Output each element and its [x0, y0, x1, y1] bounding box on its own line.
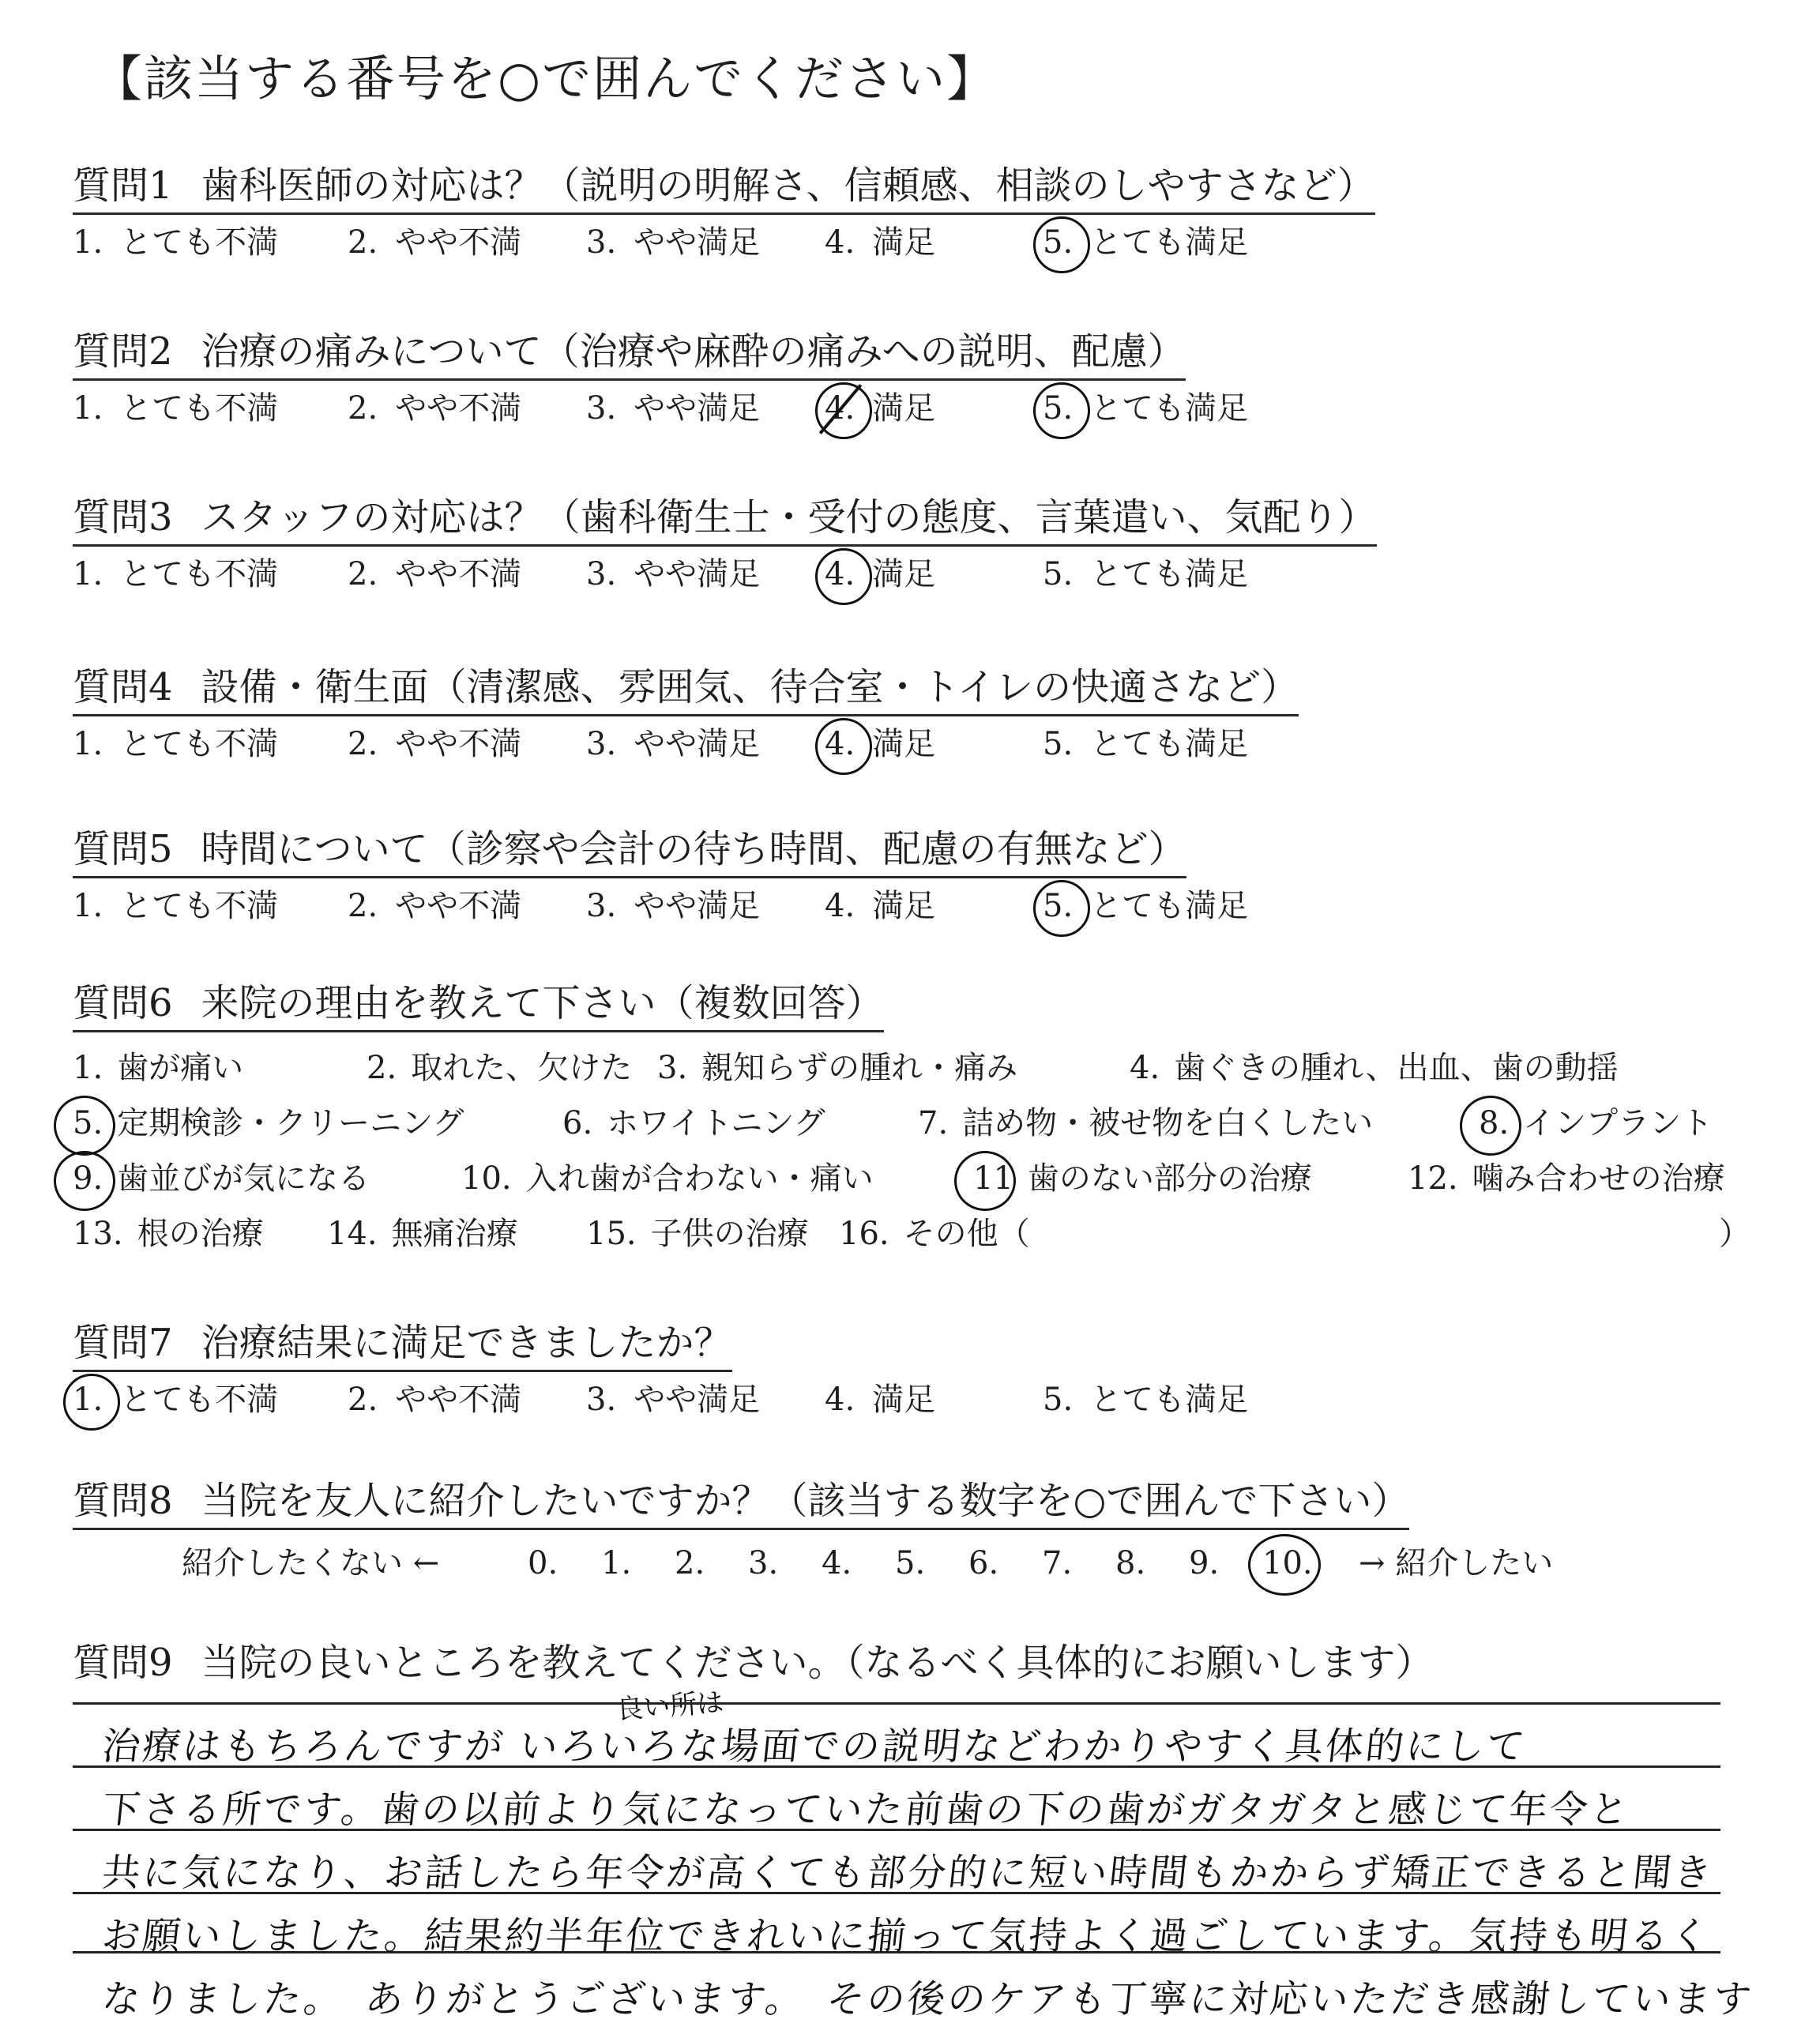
option-label: 歯が痛い [117, 1050, 244, 1086]
option-number: 3. [586, 888, 617, 924]
option-number: 2. [348, 556, 378, 592]
q6-title [73, 980, 884, 1032]
option-label: 詰め物・被せ物を白くしたい [962, 1105, 1374, 1141]
q9-text: 当院の良いところを教えてください。（なるべく具体的にお願いします） [201, 1641, 1434, 1685]
q9-ruled-line [73, 1702, 1720, 1705]
option-number: 3. [586, 390, 617, 427]
option-number: 5. [73, 1105, 103, 1141]
q6-text: 来院の理由を教えて下さい（複数回答） [201, 981, 884, 1025]
q8-scale-10[interactable]: 10. [1262, 1545, 1313, 1581]
q5-text: 時間について（診察や会計の待ち時間、配慮の有無など） [201, 827, 1186, 871]
option-number: 3. [586, 556, 617, 592]
option-number: 16. [839, 1216, 889, 1252]
q1-option-3[interactable] [586, 221, 760, 264]
q4-option-2[interactable] [348, 723, 521, 765]
option-number: 2. [367, 1050, 397, 1086]
q3-text: スタッフの対応は？（歯科衛生士・受付の態度、言葉遣い、気配り） [201, 495, 1377, 540]
q4-option-1[interactable] [73, 723, 278, 765]
q4-title [73, 664, 1299, 716]
option-label: とても不満 [120, 556, 279, 592]
q7-option-5[interactable] [1043, 1378, 1248, 1421]
q1-title [73, 162, 1375, 215]
q8-label: 質問8 [73, 1479, 173, 1523]
option-number: 1. [73, 1382, 103, 1418]
option-label: 根の治療 [137, 1216, 264, 1252]
q5-label: 質問5 [73, 827, 173, 871]
q4-label: 質問4 [73, 665, 173, 709]
q3-option-3[interactable] [586, 553, 760, 596]
q9-title [73, 1639, 1434, 1690]
q2-title [73, 328, 1186, 381]
q8-scale-7[interactable]: 7. [1042, 1545, 1073, 1581]
q2-option-2[interactable] [348, 387, 521, 430]
q3-label: 質問3 [73, 495, 173, 540]
option-number: 4. [825, 1382, 855, 1418]
q3-option-1[interactable] [73, 553, 278, 596]
option-number: 5. [1043, 224, 1074, 261]
option-number: 2. [348, 224, 378, 261]
q6-option-15[interactable] [586, 1213, 809, 1255]
q8-scale-6[interactable]: 6. [968, 1545, 999, 1581]
q6-answer-circle [54, 1096, 115, 1156]
q7-option-4[interactable] [825, 1378, 935, 1421]
option-label: やや不満 [395, 888, 522, 924]
q6-option-7[interactable] [918, 1102, 1373, 1145]
option-label: 満足 [872, 556, 936, 592]
q3-title [73, 494, 1377, 547]
option-number: 12. [1408, 1160, 1458, 1197]
option-label: 取れた、欠けた [411, 1050, 633, 1086]
q4-text: 設備・衛生面（清潔感、雰囲気、待合室・トイレの快適さなど） [201, 665, 1299, 709]
q6-option-6[interactable] [562, 1102, 825, 1145]
option-label: 無痛治療 [391, 1216, 518, 1252]
q1-option-2[interactable] [348, 221, 521, 264]
option-label: 歯ぐきの腫れ、出血、歯の動揺 [1174, 1050, 1619, 1086]
q2-option-1[interactable] [73, 387, 278, 430]
option-label: やや不満 [395, 556, 522, 592]
option-label: やや不満 [395, 1382, 522, 1418]
q6-option-10[interactable] [461, 1157, 874, 1200]
option-label: 入れ歯が合わない・痛い [525, 1160, 874, 1197]
option-label: 満足 [872, 888, 936, 924]
option-number: 1. [73, 1050, 103, 1086]
option-label: やや満足 [634, 726, 761, 762]
option-number: 5. [1043, 1382, 1074, 1418]
q3-option-2[interactable] [348, 553, 521, 596]
q6-label: 質問6 [73, 981, 173, 1025]
q3-option-5[interactable] [1043, 553, 1248, 596]
option-label: 定期検診・クリーニング [117, 1105, 464, 1141]
option-label: 満足 [872, 390, 936, 427]
q2-text: 治療の痛みについて（治療や麻酔の痛みへの説明、配慮） [201, 329, 1186, 374]
option-number: 2. [348, 888, 378, 924]
q6-option-3[interactable] [657, 1047, 1017, 1089]
option-label: とても不満 [120, 224, 279, 261]
option-label: とても満足 [1090, 726, 1249, 762]
option-number: 4. [825, 224, 855, 261]
q7-label: 質問7 [73, 1321, 173, 1365]
q7-text: 治療結果に満足できましたか？ [201, 1321, 732, 1365]
option-number: 15. [586, 1216, 637, 1252]
option-number: 4. [825, 556, 855, 592]
q5-option-2[interactable] [348, 885, 521, 927]
option-number: 1. [73, 390, 103, 427]
option-number: 9. [73, 1160, 103, 1197]
option-label: とても満足 [1090, 556, 1249, 592]
q4-option-5[interactable] [1043, 723, 1248, 765]
option-number: 5. [1043, 390, 1074, 427]
option-number: 11 [973, 1160, 1013, 1197]
option-label: やや満足 [634, 888, 761, 924]
q1-option-4[interactable] [825, 221, 935, 264]
q8-scale-3[interactable]: 3. [748, 1545, 779, 1581]
option-label: とても不満 [120, 888, 279, 924]
q8-title [73, 1477, 1409, 1530]
q6-other-close: ） [1719, 1216, 1750, 1252]
option-number: 14. [327, 1216, 378, 1252]
option-number: 5. [1043, 556, 1074, 592]
option-label: 満足 [872, 224, 936, 261]
q1-answer-circle [1033, 216, 1090, 273]
option-label: やや不満 [395, 390, 522, 427]
q6-option-9[interactable] [73, 1157, 370, 1200]
q8-scale-1[interactable]: 1. [601, 1545, 632, 1581]
q6-option-12[interactable] [1408, 1157, 1725, 1200]
q1-text: 歯科医師の対応は？（説明の明解さ、信頼感、相談のしやすさなど） [201, 164, 1375, 208]
option-number: 4. [1130, 1050, 1160, 1086]
q7-title [73, 1319, 732, 1372]
instruction-heading: 【該当する番号を○で囲んでください】 [93, 50, 998, 107]
option-number: 5. [1043, 726, 1074, 762]
q9-handwritten-line: なりました。 ありがとうございます。 その後のケアも丁寧に対応いただき感謝しています [100, 1977, 1756, 2021]
option-label: とても満足 [1090, 888, 1249, 924]
option-label: やや満足 [634, 224, 761, 261]
option-number: 2. [348, 1382, 378, 1418]
option-label: 親知らずの腫れ・痛み [701, 1050, 1018, 1086]
option-label: とても満足 [1090, 390, 1249, 427]
q8-scale-2[interactable]: 2. [675, 1545, 705, 1581]
option-number: 2. [348, 726, 378, 762]
option-number: 4. [825, 390, 855, 427]
q6-option-5[interactable] [73, 1102, 464, 1145]
option-number: 1. [73, 224, 103, 261]
q8-text: 当院を友人に紹介したいですか？（該当する数字を○で囲んで下さい） [201, 1479, 1410, 1523]
option-label: やや満足 [634, 556, 761, 592]
q8-scale-9[interactable]: 9. [1189, 1545, 1220, 1581]
q5-option-3[interactable] [586, 885, 760, 927]
option-label: やや不満 [395, 224, 522, 261]
q8-scale-5[interactable]: 5. [895, 1545, 926, 1581]
q6-answer-circle [54, 1151, 115, 1211]
q5-answer-circle [1033, 880, 1090, 937]
q8-scale-8[interactable]: 8. [1115, 1545, 1146, 1581]
option-label: とても不満 [120, 390, 279, 427]
option-number: 3. [657, 1050, 688, 1086]
q2-option-3[interactable] [586, 387, 760, 430]
option-label: とても満足 [1090, 1382, 1249, 1418]
option-number: 2. [348, 390, 378, 427]
q6-option-14[interactable] [327, 1213, 518, 1255]
option-label: やや不満 [395, 726, 522, 762]
option-number: 1. [73, 726, 103, 762]
q3-answer-circle [815, 548, 872, 605]
q6-answer-circle [954, 1151, 1016, 1211]
q6-option-2[interactable] [367, 1047, 632, 1089]
option-label: とても不満 [120, 1382, 279, 1418]
option-label: やや満足 [634, 1382, 761, 1418]
option-label: 子供の治療 [650, 1216, 809, 1252]
option-number: 13. [73, 1216, 123, 1252]
q9-handwritten-line: 下さる所です。歯の以前より気になっていた前歯の下の歯がガタガタと感じて年令と [100, 1788, 1633, 1832]
q8-scale-0[interactable]: 0. [528, 1545, 558, 1581]
option-number: 4. [825, 888, 855, 924]
q6-answer-circle [1460, 1096, 1521, 1156]
q6-option-13[interactable] [73, 1213, 264, 1255]
q1-label: 質問1 [73, 164, 173, 208]
q6-option-16[interactable] [839, 1213, 1030, 1255]
q9-label: 質問9 [73, 1641, 173, 1685]
option-number: 7. [918, 1105, 949, 1141]
q9-handwritten-line: お願いしました。結果約半年位できれいに揃って気持よく過ごしています。気持も明るく [100, 1914, 1713, 1958]
q6-option-1[interactable] [73, 1047, 243, 1089]
q9-handwritten-line: 治療はもちろんですが いろいろな場面での説明などわかりやすく具体的にして [100, 1724, 1529, 1769]
q5-option-1[interactable] [73, 885, 278, 927]
option-label: ホワイトニング [607, 1105, 825, 1141]
q1-option-1[interactable] [73, 221, 278, 264]
q8-left-label: 紹介したくない ← [182, 1545, 440, 1581]
q7-option-2[interactable] [348, 1378, 521, 1421]
option-number: 10. [461, 1160, 512, 1197]
option-number: 6. [562, 1105, 593, 1141]
option-label: 満足 [872, 1382, 936, 1418]
option-number: 1. [73, 888, 103, 924]
option-label: 噛み合わせの治療 [1472, 1160, 1725, 1197]
option-number: 1. [73, 556, 103, 592]
option-label: 歯並びが気になる [117, 1160, 370, 1197]
q6-option-4[interactable] [1130, 1047, 1619, 1089]
option-label: インプラント [1523, 1105, 1713, 1141]
q5-option-4[interactable] [825, 885, 935, 927]
option-label: 満足 [872, 726, 936, 762]
option-label: やや満足 [634, 390, 761, 427]
q5-title [73, 825, 1186, 878]
q9-handwritten-line: 共に気になり、お話したら年令が高くても部分的に短い時間もかからず矯正できると聞き [100, 1851, 1717, 1895]
q8-scale-4[interactable]: 4. [822, 1545, 852, 1581]
q4-answer-circle [815, 718, 872, 775]
option-label: とても満足 [1090, 224, 1249, 261]
option-label: 歯のない部分の治療 [1027, 1160, 1312, 1197]
q4-option-3[interactable] [586, 723, 760, 765]
option-label: とても不満 [120, 726, 279, 762]
q6-option-11[interactable] [973, 1157, 1312, 1200]
option-number: 3. [586, 726, 617, 762]
q8-answer-circle [1248, 1534, 1321, 1596]
q7-option-3[interactable] [586, 1378, 760, 1421]
option-number: 8. [1479, 1105, 1510, 1141]
q2-label: 質問2 [73, 329, 173, 374]
option-number: 4. [825, 726, 855, 762]
q8-right-label: → 紹介したい [1359, 1545, 1554, 1581]
option-number: 5. [1043, 888, 1074, 924]
option-number: 3. [586, 1382, 617, 1418]
q2-answer-circle [1033, 382, 1090, 439]
option-label: その他（ [903, 1216, 1030, 1252]
q7-answer-circle [63, 1374, 120, 1431]
q9-insert-note: 良い所は [615, 1686, 725, 1726]
option-number: 3. [586, 224, 617, 261]
